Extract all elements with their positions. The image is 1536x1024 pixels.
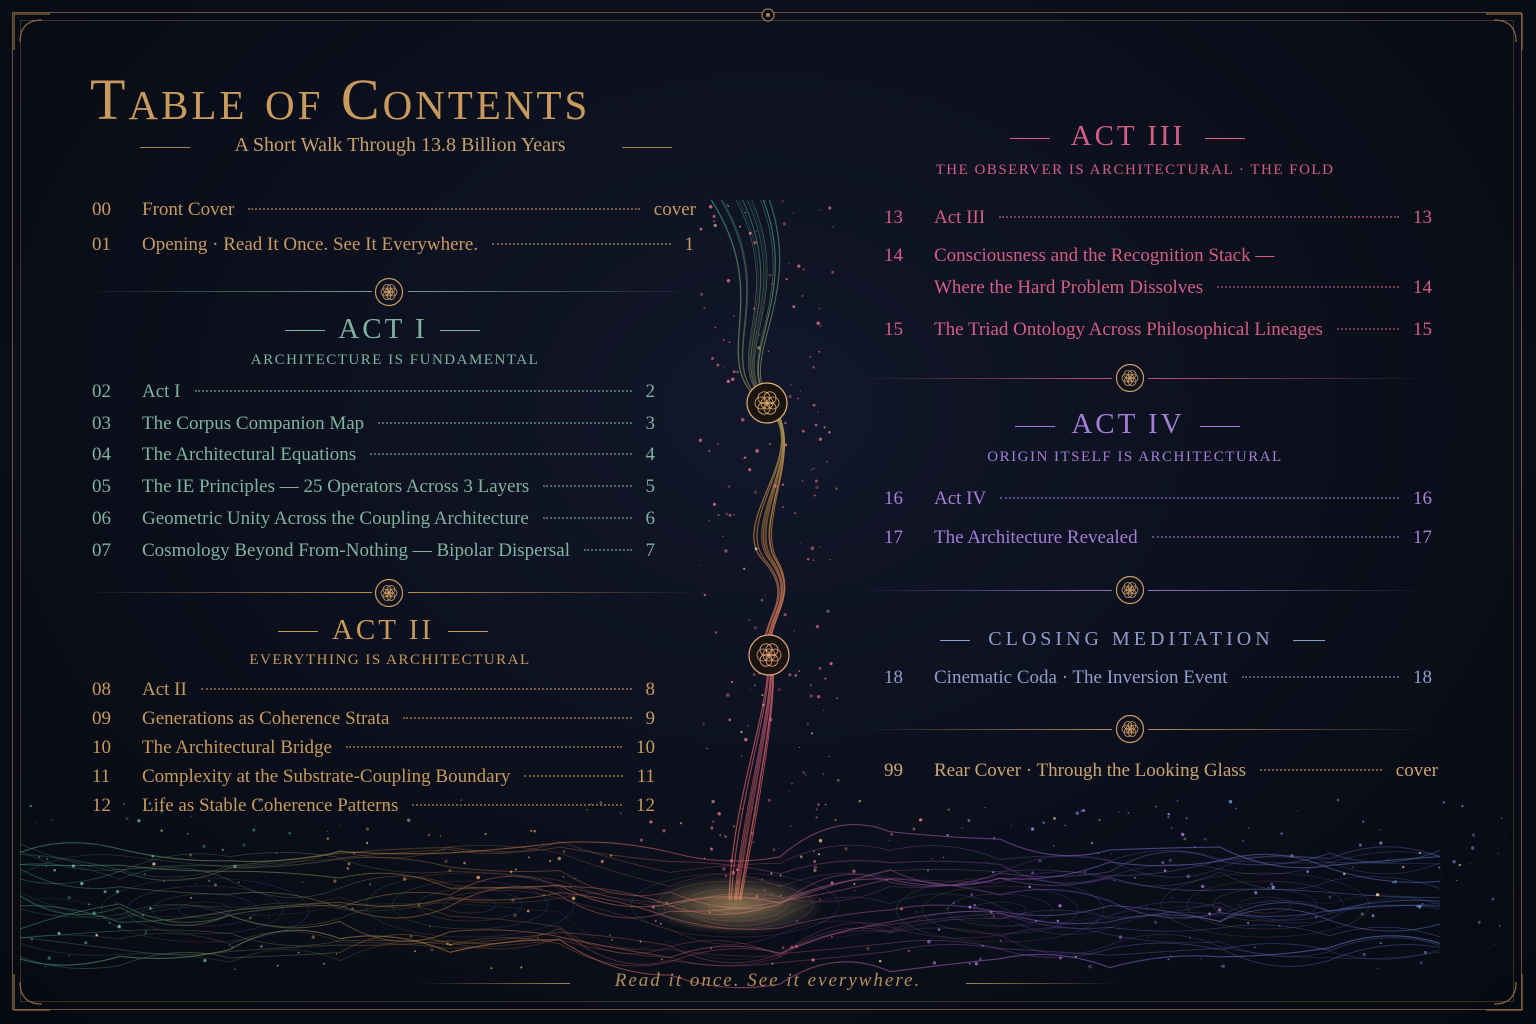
act-ii-subtitle: EVERYTHING IS ARCHITECTURAL	[249, 652, 531, 668]
page-title: Table of Contents	[90, 67, 591, 132]
divider-rule	[860, 729, 1112, 730]
toc-entry-00[interactable]	[92, 199, 696, 221]
toc-entry-11[interactable]	[92, 766, 655, 788]
toc-entry-14[interactable]	[884, 245, 1432, 267]
entry-page: 5	[645, 476, 655, 498]
footer-motto: Read it once. See it everywhere.	[614, 970, 922, 991]
flower-of-life-icon	[374, 578, 404, 608]
leader-dots	[492, 243, 670, 245]
toc-entry-07[interactable]	[92, 540, 655, 562]
divider-rule	[82, 592, 372, 593]
toc-entry-01[interactable]	[92, 234, 694, 256]
entry-page: 8	[645, 679, 655, 700]
entry-label: Front Cover	[142, 199, 235, 220]
entry-page: 11	[636, 766, 655, 787]
toc-entry-18[interactable]	[884, 667, 1432, 689]
entry-label: The Architectural Bridge	[142, 737, 332, 758]
entry-number: 10	[92, 737, 111, 758]
toc-entry-10[interactable]	[92, 737, 655, 759]
entry-page: 16	[1413, 488, 1432, 509]
entry-number: 99	[884, 760, 903, 781]
divider-rule	[408, 291, 698, 292]
leader-dots	[378, 422, 631, 424]
entry-page: 12	[636, 795, 655, 816]
entry-number: 03	[92, 412, 111, 434]
entry-page: cover	[653, 199, 696, 220]
leader-dots	[195, 390, 632, 392]
entry-number: 16	[884, 488, 903, 509]
flower-of-life-icon	[1115, 363, 1145, 393]
entry-number: 18	[884, 667, 903, 688]
leader-dots	[1337, 328, 1399, 330]
leader-dots	[1152, 536, 1399, 538]
corner-flourish-icon	[12, 12, 52, 52]
toc-entry-15[interactable]	[884, 319, 1432, 341]
toc-entry-14-continued[interactable]	[934, 277, 1432, 299]
entry-label: Act IV	[934, 488, 987, 509]
entry-number: 15	[884, 319, 903, 340]
entry-page: 15	[1413, 319, 1432, 340]
act-iii-heading: ACT III	[1070, 120, 1186, 152]
entry-page: 1	[684, 234, 694, 255]
entry-label: Where the Hard Problem Dissolves	[934, 277, 1204, 298]
toc-entry-17[interactable]	[884, 527, 1432, 549]
toc-entry-99[interactable]	[884, 760, 1438, 782]
entry-page: 17	[1413, 527, 1432, 548]
flower-of-life-icon	[1115, 714, 1145, 744]
toc-entry-05[interactable]	[92, 476, 655, 498]
corner-flourish-icon	[1484, 12, 1524, 52]
flower-of-life-icon	[374, 277, 404, 307]
entry-number: 13	[884, 207, 903, 228]
act-iv-heading: ACT IV	[1071, 408, 1185, 440]
leader-dots	[1000, 497, 1399, 499]
toc-entry-04[interactable]	[92, 444, 655, 466]
divider-rule	[82, 291, 372, 292]
entry-page: 6	[645, 507, 655, 529]
toc-entry-13[interactable]	[884, 207, 1432, 229]
entry-label: Complexity at the Substrate-Coupling Boundary	[142, 766, 511, 787]
toc-entry-16[interactable]	[884, 488, 1432, 510]
leader-dots	[1260, 769, 1382, 771]
entry-page: 13	[1413, 207, 1432, 228]
divider-rule	[1148, 378, 1428, 379]
entry-number: 04	[92, 444, 111, 466]
corner-flourish-icon	[1484, 972, 1524, 1012]
divider-rule	[408, 592, 698, 593]
entry-page: 3	[645, 412, 655, 434]
toc-entry-08[interactable]	[92, 679, 655, 701]
page-subtitle: A Short Walk Through 13.8 Billion Years	[234, 134, 566, 156]
entry-label: Geometric Unity Across the Coupling Architecture	[142, 507, 529, 529]
leader-dots	[584, 549, 631, 551]
entry-label: Act II	[142, 679, 187, 700]
entry-label: Act III	[934, 207, 986, 228]
flower-of-life-icon	[747, 633, 791, 677]
entry-number: 06	[92, 507, 111, 529]
act-iii-subtitle: THE OBSERVER IS ARCHITECTURAL · THE FOLD	[935, 162, 1335, 178]
entry-label: The IE Principles — 25 Operators Across 3 Layers	[142, 476, 530, 498]
entry-page: 4	[645, 444, 655, 466]
act-ii-heading: ACT II	[331, 614, 435, 646]
entry-label: Generations as Coherence Strata	[142, 708, 390, 729]
entry-number: 00	[92, 199, 111, 220]
entry-label: Consciousness and the Recognition Stack —	[934, 245, 1275, 266]
divider-rule	[1148, 729, 1428, 730]
toc-entry-09[interactable]	[92, 708, 655, 730]
act-rule-left	[940, 640, 970, 641]
entry-page: 10	[636, 737, 655, 758]
entry-label: Opening · Read It Once. See It Everywhere.	[142, 234, 479, 255]
leader-dots	[1242, 676, 1399, 678]
entry-number: 11	[92, 766, 111, 787]
entry-number: 07	[92, 539, 111, 561]
entry-label: The Triad Ontology Across Philosophical Lineages	[934, 319, 1323, 340]
entry-number: 05	[92, 476, 111, 498]
toc-entry-12[interactable]	[92, 795, 655, 817]
entry-page: 14	[1413, 277, 1432, 298]
entry-label: The Architectural Equations	[142, 444, 357, 466]
entry-number: 09	[92, 708, 111, 729]
leader-dots	[370, 453, 631, 455]
corner-flourish-icon	[12, 972, 52, 1012]
leader-dots	[543, 517, 632, 519]
entry-page: 18	[1413, 667, 1432, 688]
entry-number: 14	[884, 245, 903, 266]
act-i-heading: ACT I	[338, 313, 428, 345]
leader-dots	[543, 485, 631, 487]
entry-number: 08	[92, 679, 111, 700]
entry-label: Life as Stable Coherence Patterns	[142, 795, 399, 816]
leader-dots	[248, 208, 639, 210]
leader-dots	[1217, 286, 1399, 288]
toc-entry-06[interactable]	[92, 508, 655, 530]
entry-label: Rear Cover · Through the Looking Glass	[934, 760, 1247, 781]
leader-dots	[201, 688, 632, 690]
entry-label: Cosmology Beyond From-Nothing — Bipolar Dispersal	[142, 539, 571, 561]
closing-heading: CLOSING MEDITATION	[988, 628, 1274, 650]
act-rule-right	[1293, 640, 1325, 641]
leader-dots	[403, 717, 631, 719]
leader-dots	[524, 775, 622, 777]
entry-number: 17	[884, 527, 903, 548]
leader-dots	[412, 804, 622, 806]
entry-page: cover	[1395, 760, 1438, 781]
entry-label: Cinematic Coda · The Inversion Event	[934, 667, 1228, 688]
entry-page: 7	[645, 539, 655, 561]
entry-label: Act I	[142, 381, 181, 402]
entry-page: 2	[645, 381, 655, 402]
act-i-subtitle: ARCHITECTURE IS FUNDAMENTAL	[250, 352, 540, 368]
act-iv-subtitle: ORIGIN ITSELF IS ARCHITECTURAL	[987, 449, 1283, 465]
divider-rule	[860, 378, 1112, 379]
leader-dots	[346, 746, 622, 748]
divider-rule	[1148, 590, 1428, 591]
entry-number: 12	[92, 795, 111, 816]
ornament-divider-icon	[756, 5, 780, 25]
leader-dots	[999, 216, 1399, 218]
flower-of-life-icon	[1115, 575, 1145, 605]
entry-page: 9	[645, 708, 655, 729]
toc-entry-03[interactable]	[92, 413, 655, 435]
entry-label: The Architecture Revealed	[934, 527, 1138, 548]
entry-number: 02	[92, 381, 111, 402]
toc-entry-02[interactable]	[92, 381, 655, 403]
flower-of-life-icon	[745, 381, 789, 425]
entry-label: The Corpus Companion Map	[142, 412, 365, 434]
entry-number: 01	[92, 234, 111, 255]
divider-rule	[860, 590, 1112, 591]
